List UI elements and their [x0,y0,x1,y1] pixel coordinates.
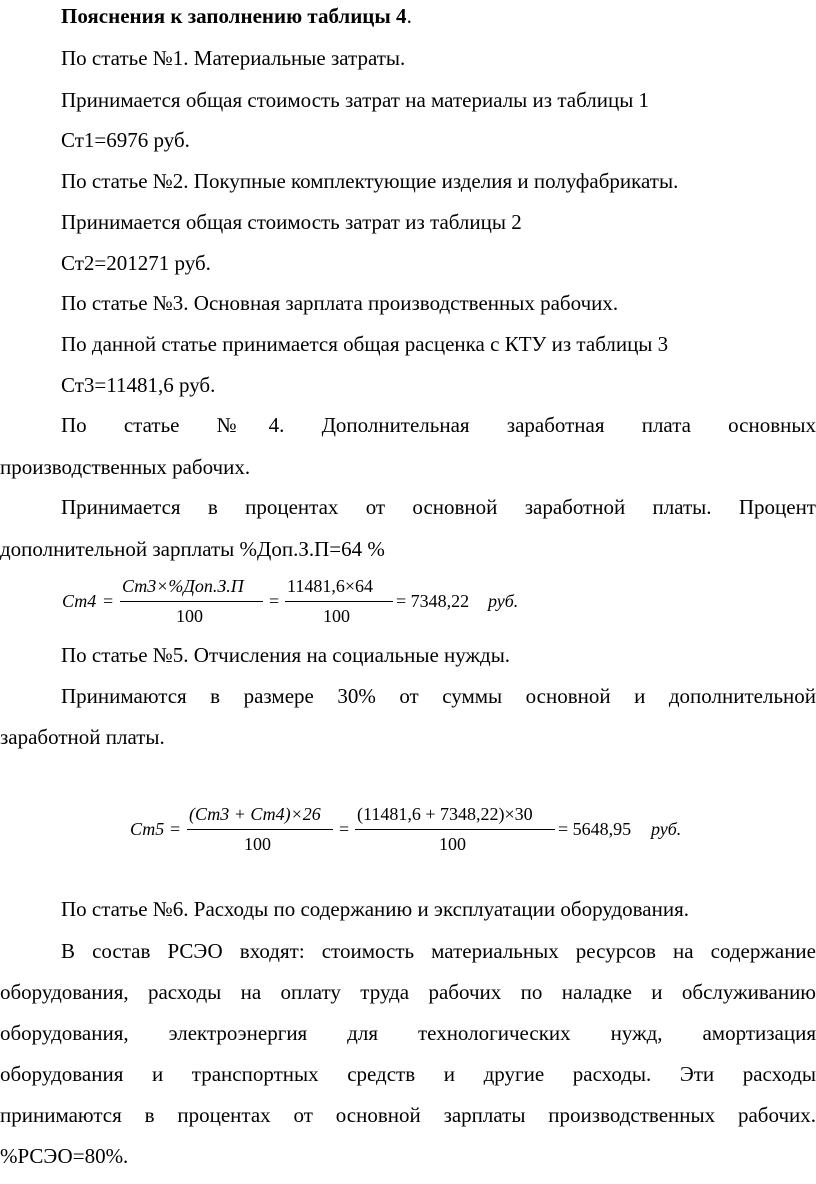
paragraph-line: По статье №6. Расходы по содержанию и эксплуатации оборудования. [61,897,690,921]
paragraph-line: дополнительной зарплаты %Доп.З.П=64 % [0,537,385,561]
paragraph-line: По статье №5. Отчисления на социальные нужды. [61,643,511,667]
paragraph-line: По данной статье принимается общая расценка с КТУ из таблицы 3 [61,332,669,356]
section-heading [61,3,816,29]
paragraph-line: По статье №1. Материальные затраты. [61,46,406,70]
formula-unit: руб. [651,819,682,839]
paragraph-line: Принимается общая стоимость затрат из таблицы 2 [61,210,522,234]
paragraph-line: По статье №4. Дополнительная заработная плата основных [61,413,816,437]
formula-equals: = [170,819,181,839]
fraction-numerator: Ст3×%Доп.З.П [122,576,244,596]
formula-equals: = [339,819,350,839]
formula-equals: = [269,591,280,611]
paragraph-line: В состав РСЭО входят: стоимость материальных ресурсов на содержание [61,939,816,963]
paragraph-line: Принимается в процентах от основной заработной платы. Процент [61,495,816,519]
paragraph-line: оборудования, расходы на оплату труда рабочих по наладке и обслуживанию [0,980,816,1004]
fraction-denominator: 100 [176,606,203,626]
formula-result: = 7348,22 [396,591,470,611]
formula-st5 [0,796,816,860]
paragraph-line: оборудования и транспортных средств и другие расходы. Эти расходы [0,1062,816,1086]
paragraph-line: заработной платы. [0,725,165,749]
paragraph-line: производственных рабочих. [0,455,251,479]
paragraph-line: Принимаются в размере 30% от суммы основной и дополнительной [61,684,816,708]
heading-tail: . [406,4,412,28]
formula-result: = 5648,95 [558,819,632,839]
fraction-denominator: 100 [244,834,271,854]
fraction-bar [355,829,555,830]
formula-st4 [0,570,816,630]
paragraph-line: оборудования, электроэнергия для технологических нужд, амортизация [0,1021,816,1045]
fraction-numerator: (11481,6 + 7348,22)×30 [357,804,533,824]
fraction-bar [187,829,333,830]
paragraph-line: %РСЭО=80%. [0,1144,129,1168]
fraction-denominator: 100 [323,606,350,626]
fraction-bar [120,601,263,602]
formula-equals: = [103,591,114,611]
paragraph-line: Принимается общая стоимость затрат на материалы из таблицы 1 [61,88,650,112]
paragraph-line: По статье №2. Покупные комплектующие изделия и полуфабрикаты. [61,169,679,193]
fraction-bar [285,601,393,602]
formula-lhs: Ст4 [62,591,97,611]
formula-unit: руб. [488,591,519,611]
fraction-numerator: 11481,6×64 [287,576,373,596]
heading-bold: Пояснения к заполнению таблицы 4 [61,4,407,28]
paragraph-line: Ст2=201271 руб. [61,251,211,275]
paragraph-line: Ст3=11481,6 руб. [61,373,216,397]
paragraph-line: принимаются в процентах от основной зарплаты производственных рабочих. [0,1103,816,1127]
paragraph-line: По статье №3. Основная зарплата производственных рабочих. [61,291,619,315]
fraction-denominator: 100 [439,834,466,854]
paragraph-line: Ст1=6976 руб. [61,128,190,152]
formula-lhs: Ст5 [130,819,165,839]
fraction-numerator: (Ст3 + Ст4)×26 [189,804,321,824]
